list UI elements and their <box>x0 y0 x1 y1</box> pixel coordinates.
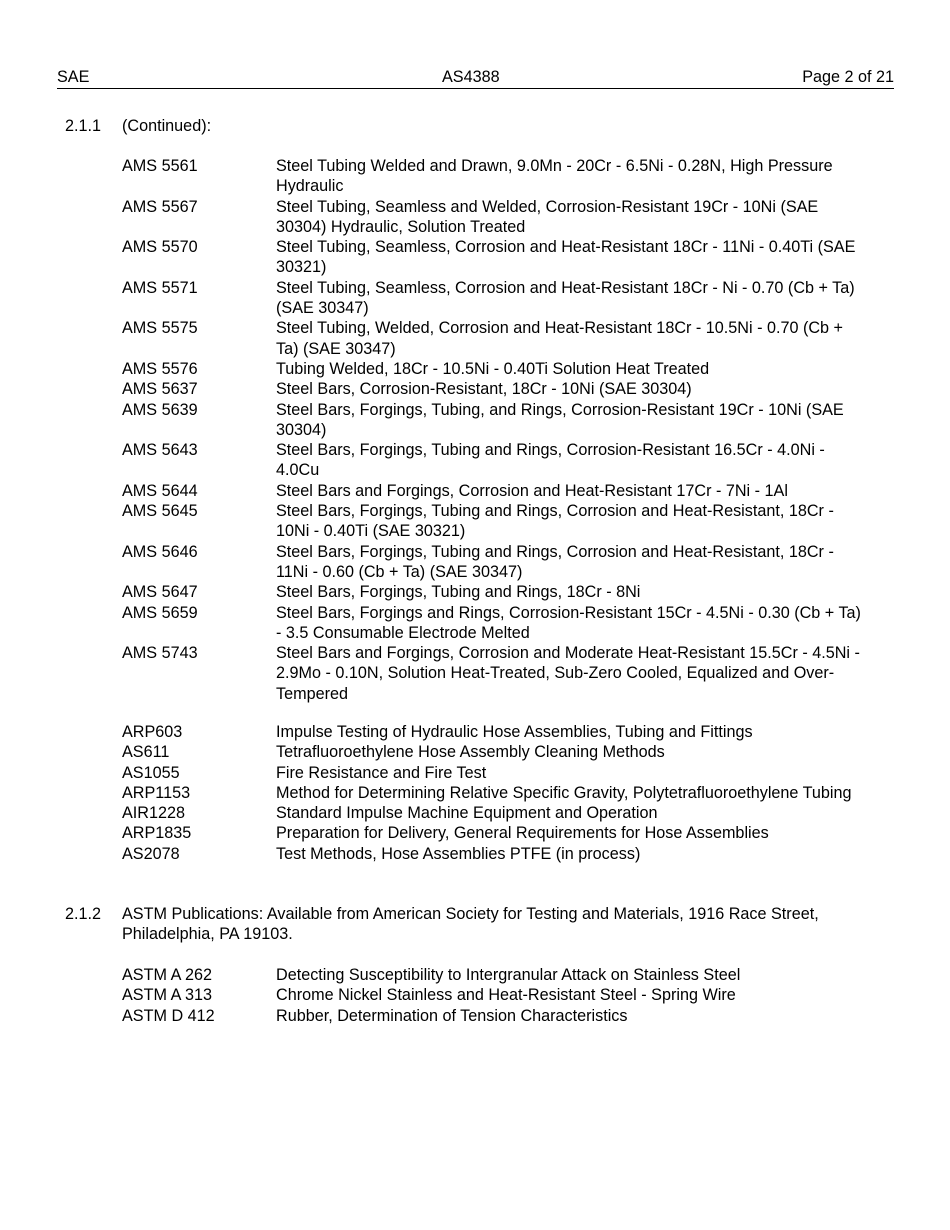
reference-row <box>122 237 867 278</box>
reference-title: Rubber, Determination of Tension Characteristics <box>276 1006 628 1025</box>
reference-code: AMS 5743 <box>122 644 198 663</box>
reference-title: Steel Tubing, Seamless, Corrosion and Heat-Resistant 18Cr - 11Ni - 0.40Ti (SAE 30321) <box>276 238 856 277</box>
reference-code: AMS 5575 <box>122 319 198 338</box>
reference-row <box>122 823 867 843</box>
reference-row <box>122 763 867 783</box>
reference-row <box>122 481 867 501</box>
reference-row <box>122 603 867 644</box>
reference-code: ARP603 <box>122 723 183 741</box>
reference-title: Steel Bars, Forgings, Tubing, and Rings, Corrosion-Resistant 19Cr - 10Ni (SAE 30304) <box>276 400 844 439</box>
reference-row <box>122 722 867 742</box>
reference-row <box>122 542 867 583</box>
reference-row <box>122 783 867 803</box>
reference-title: Detecting Susceptibility to Intergranular Attack on Stainless Steel <box>276 966 741 984</box>
reference-title: Steel Bars, Forgings, Tubing and Rings, Corrosion and Heat-Resistant, 18Cr - 10Ni - 0.40Ti (SAE 30321) <box>276 502 834 541</box>
reference-row <box>122 400 867 441</box>
reference-row <box>122 1006 867 1026</box>
reference-row <box>122 844 867 864</box>
reference-title: Chrome Nickel Stainless and Heat-Resistant Steel - Spring Wire <box>276 986 736 1005</box>
reference-row <box>122 742 867 762</box>
reference-code: AMS 5643 <box>122 441 198 460</box>
reference-row <box>122 379 867 399</box>
reference-row <box>122 985 867 1005</box>
reference-code: AMS 5644 <box>122 481 198 500</box>
reference-title: Steel Tubing, Seamless, Corrosion and Heat-Resistant 18Cr - Ni - 0.70 (Cb + Ta) (SAE 30347) <box>276 278 855 318</box>
reference-title: Steel Bars, Forgings, Tubing and Rings, 18Cr - 8Ni <box>276 583 641 602</box>
reference-title: Fire Resistance and Fire Test <box>276 763 487 782</box>
reference-title: Steel Tubing, Seamless and Welded, Corrosion-Resistant 19Cr - 10Ni (SAE 30304) Hydraulic, Solution Treated <box>276 197 819 236</box>
reference-code: ASTM A 313 <box>122 986 212 1005</box>
sae-aerospace-reference-list <box>122 722 867 864</box>
reference-title: Steel Tubing, Welded, Corrosion and Heat-Resistant 18Cr - 10.5Ni - 0.70 (Cb + Ta) (SAE 30347) <box>276 319 843 358</box>
reference-title: Tetrafluoroethylene Hose Assembly Cleaning Methods <box>276 743 665 762</box>
reference-code: AMS 5659 <box>122 603 198 622</box>
section-2-1-2-heading: ASTM Publications: Available from American Society for Testing and Materials, 1916 Race Street, Philadelphia, PA 19103. <box>122 905 819 944</box>
reference-code: AMS 5576 <box>122 359 198 378</box>
reference-title: Impulse Testing of Hydraulic Hose Assemblies, Tubing and Fittings <box>276 723 753 741</box>
reference-row <box>122 359 867 379</box>
reference-title: Steel Bars, Forgings and Rings, Corrosion-Resistant 15Cr - 4.5Ni - 0.30 (Cb + Ta) - 3.5 Consumable Electrode Melted <box>276 603 861 642</box>
reference-title: Method for Determining Relative Specific Gravity, Polytetrafluoroethylene Tubing <box>276 783 852 802</box>
reference-row <box>122 318 867 359</box>
reference-code: AMS 5570 <box>122 238 198 257</box>
reference-code: ARP1835 <box>122 824 192 843</box>
reference-code: AS1055 <box>122 763 180 782</box>
reference-title: Steel Bars and Forgings, Corrosion and Heat-Resistant 17Cr - 7Ni - 1Al <box>276 481 788 500</box>
reference-row <box>122 501 867 542</box>
reference-row <box>122 965 867 985</box>
header-organization: SAE <box>57 68 90 86</box>
reference-title: Tubing Welded, 18Cr - 10.5Ni - 0.40Ti Solution Heat Treated <box>276 359 710 378</box>
reference-code: AS611 <box>122 743 170 762</box>
reference-code: ASTM A 262 <box>122 966 212 984</box>
section-2-1-1-number: 2.1.1 <box>65 117 102 135</box>
reference-code: AMS 5645 <box>122 502 198 521</box>
reference-row <box>122 440 867 481</box>
reference-title: Steel Bars, Corrosion-Resistant, 18Cr - 10Ni (SAE 30304) <box>276 380 692 399</box>
reference-code: AMS 5637 <box>122 380 198 399</box>
reference-code: AMS 5561 <box>122 157 198 175</box>
reference-row <box>122 197 867 238</box>
header-document-number: AS4388 <box>442 68 500 86</box>
reference-title: Steel Bars, Forgings, Tubing and Rings, Corrosion-Resistant 16.5Cr - 4.0Ni - 4.0Cu <box>276 441 825 480</box>
reference-row <box>122 582 867 602</box>
reference-code: ARP1153 <box>122 783 191 802</box>
reference-title: Steel Bars and Forgings, Corrosion and Moderate Heat-Resistant 15.5Cr - 4.5Ni - 2.9Mo - 0.10N, Solution Heat-Treated, Sub-Zero Cooled, Equalized and Over-Tempered <box>276 644 860 703</box>
reference-row <box>122 643 867 704</box>
reference-row <box>122 156 867 197</box>
reference-code: AMS 5571 <box>122 278 198 297</box>
reference-code: AIR1228 <box>122 804 185 823</box>
reference-title: Steel Bars, Forgings, Tubing and Rings, Corrosion and Heat-Resistant, 18Cr - 11Ni - 0.60 (Cb + Ta) (SAE 30347) <box>276 542 834 581</box>
page-header <box>57 67 894 89</box>
reference-code: AS2078 <box>122 844 180 863</box>
reference-title: Steel Tubing Welded and Drawn, 9.0Mn - 20Cr - 6.5Ni - 0.28N, High Pressure Hydraulic <box>276 157 833 196</box>
reference-code: AMS 5647 <box>122 583 198 602</box>
reference-row <box>122 803 867 823</box>
reference-code: AMS 5639 <box>122 400 198 419</box>
header-page-number: Page 2 of 21 <box>802 68 894 86</box>
ams-reference-list <box>122 156 867 704</box>
reference-row <box>122 278 867 319</box>
astm-reference-list <box>122 965 867 1026</box>
section-2-1-2-number: 2.1.2 <box>65 905 102 923</box>
reference-code: ASTM D 412 <box>122 1006 215 1025</box>
reference-title: Preparation for Delivery, General Requirements for Hose Assemblies <box>276 824 769 843</box>
reference-code: AMS 5646 <box>122 542 198 561</box>
reference-title: Standard Impulse Machine Equipment and Operation <box>276 804 658 823</box>
reference-title: Test Methods, Hose Assemblies PTFE (in process) <box>276 844 641 863</box>
section-2-1-1-heading: (Continued): <box>122 117 212 135</box>
reference-code: AMS 5567 <box>122 197 198 216</box>
